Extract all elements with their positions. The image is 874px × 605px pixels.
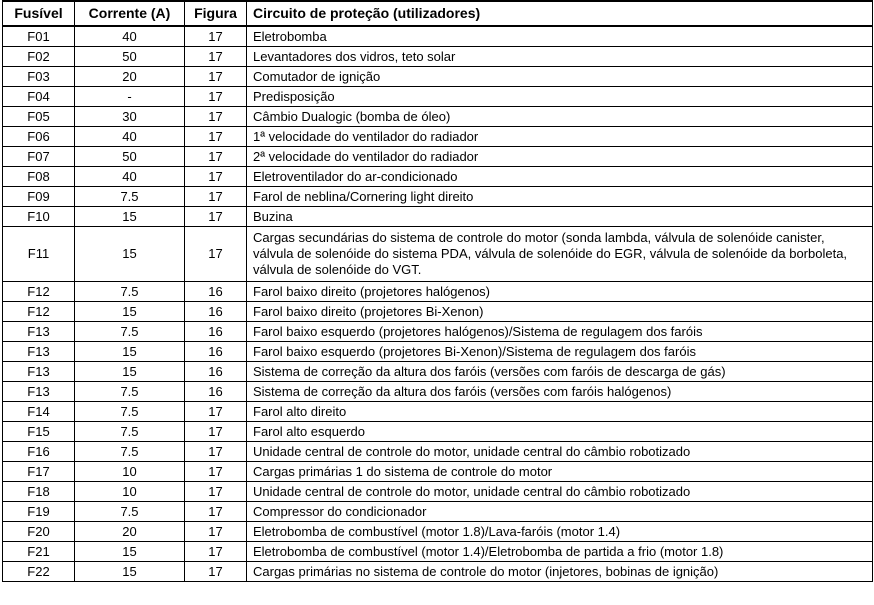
table-row [3, 502, 873, 522]
cell-corrente: 7.5 [75, 322, 185, 342]
cell-circuito: Predisposição [247, 87, 873, 107]
cell-figura: 17 [185, 482, 247, 502]
cell-fusivel: F13 [3, 322, 75, 342]
table-row [3, 482, 873, 502]
cell-fusivel: F20 [3, 522, 75, 542]
cell-figura: 17 [185, 522, 247, 542]
cell-figura: 17 [185, 47, 247, 67]
cell-figura: 17 [185, 147, 247, 167]
cell-fusivel: F03 [3, 67, 75, 87]
table-row [3, 67, 873, 87]
table-row [3, 127, 873, 147]
column-header-corrente: Corrente (A) [75, 1, 185, 26]
cell-figura: 17 [185, 187, 247, 207]
cell-corrente: 7.5 [75, 422, 185, 442]
cell-figura: 16 [185, 302, 247, 322]
table-row [3, 87, 873, 107]
cell-fusivel: F07 [3, 147, 75, 167]
cell-figura: 17 [185, 207, 247, 227]
cell-corrente: 15 [75, 542, 185, 562]
cell-corrente: 15 [75, 342, 185, 362]
cell-circuito: Cargas primárias 1 do sistema de controle do motor [247, 462, 873, 482]
cell-fusivel: F21 [3, 542, 75, 562]
fuse-table [2, 0, 873, 582]
table-row [3, 282, 873, 302]
cell-circuito: Farol baixo esquerdo (projetores halógenos)/Sistema de regulagem dos faróis [247, 322, 873, 342]
cell-corrente: 7.5 [75, 187, 185, 207]
cell-corrente: 40 [75, 167, 185, 187]
table-row [3, 147, 873, 167]
cell-circuito: Eletrobomba de combustível (motor 1.8)/Lava-faróis (motor 1.4) [247, 522, 873, 542]
cell-figura: 16 [185, 322, 247, 342]
cell-corrente: 15 [75, 362, 185, 382]
cell-circuito: Unidade central de controle do motor, unidade central do câmbio robotizado [247, 442, 873, 462]
cell-circuito: Farol alto direito [247, 402, 873, 422]
cell-circuito: Farol baixo direito (projetores Bi-Xenon) [247, 302, 873, 322]
cell-fusivel: F15 [3, 422, 75, 442]
cell-fusivel: F09 [3, 187, 75, 207]
cell-corrente: 15 [75, 562, 185, 582]
cell-figura: 17 [185, 542, 247, 562]
cell-fusivel: F14 [3, 402, 75, 422]
cell-corrente: 10 [75, 482, 185, 502]
cell-fusivel: F12 [3, 282, 75, 302]
cell-figura: 17 [185, 26, 247, 47]
cell-circuito: 2ª velocidade do ventilador do radiador [247, 147, 873, 167]
cell-figura: 17 [185, 562, 247, 582]
cell-fusivel: F10 [3, 207, 75, 227]
cell-figura: 17 [185, 127, 247, 147]
cell-fusivel: F08 [3, 167, 75, 187]
table-header-row [3, 1, 873, 26]
cell-figura: 16 [185, 382, 247, 402]
table-row [3, 562, 873, 582]
table-row [3, 362, 873, 382]
cell-circuito: Eletroventilador do ar-condicionado [247, 167, 873, 187]
cell-circuito: Eletrobomba de combustível (motor 1.4)/Eletrobomba de partida a frio (motor 1.8) [247, 542, 873, 562]
table-row [3, 26, 873, 47]
cell-circuito: Comutador de ignição [247, 67, 873, 87]
cell-circuito: Farol baixo esquerdo (projetores Bi-Xenon)/Sistema de regulagem dos faróis [247, 342, 873, 362]
cell-corrente: 20 [75, 522, 185, 542]
table-row [3, 422, 873, 442]
cell-fusivel: F16 [3, 442, 75, 462]
cell-fusivel: F17 [3, 462, 75, 482]
cell-figura: 17 [185, 402, 247, 422]
table-header [3, 1, 873, 26]
table-row [3, 522, 873, 542]
table-row [3, 342, 873, 362]
table-row [3, 402, 873, 422]
column-header-circuito: Circuito de proteção (utilizadores) [247, 1, 873, 26]
cell-figura: 17 [185, 107, 247, 127]
table-row [3, 207, 873, 227]
cell-circuito: Farol de neblina/Cornering light direito [247, 187, 873, 207]
cell-corrente: 30 [75, 107, 185, 127]
column-header-figura: Figura [185, 1, 247, 26]
table-body [3, 26, 873, 582]
cell-circuito: Sistema de correção da altura dos faróis (versões com faróis de descarga de gás) [247, 362, 873, 382]
cell-corrente: 20 [75, 67, 185, 87]
table-row [3, 302, 873, 322]
table-row [3, 167, 873, 187]
cell-fusivel: F13 [3, 382, 75, 402]
cell-corrente: 50 [75, 147, 185, 167]
cell-corrente: 7.5 [75, 502, 185, 522]
cell-fusivel: F11 [3, 227, 75, 282]
cell-circuito: Sistema de correção da altura dos faróis (versões com faróis halógenos) [247, 382, 873, 402]
cell-corrente: 15 [75, 302, 185, 322]
cell-figura: 16 [185, 362, 247, 382]
cell-fusivel: F18 [3, 482, 75, 502]
cell-circuito: Farol baixo direito (projetores halógenos) [247, 282, 873, 302]
cell-fusivel: F13 [3, 342, 75, 362]
cell-corrente: 50 [75, 47, 185, 67]
cell-fusivel: F12 [3, 302, 75, 322]
cell-corrente: 7.5 [75, 382, 185, 402]
cell-corrente: - [75, 87, 185, 107]
cell-circuito: Câmbio Dualogic (bomba de óleo) [247, 107, 873, 127]
cell-corrente: 40 [75, 127, 185, 147]
cell-circuito: Farol alto esquerdo [247, 422, 873, 442]
cell-fusivel: F01 [3, 26, 75, 47]
cell-fusivel: F05 [3, 107, 75, 127]
cell-corrente: 7.5 [75, 282, 185, 302]
cell-circuito: Cargas secundárias do sistema de controle do motor (sonda lambda, válvula de solenóide canister, válvula de solenóide do sistema PDA, válvula de solenóide do EGR, válvula de solenóide da borboleta, válvula de solenóide do VGT. [247, 227, 873, 282]
column-header-fusivel: Fusível [3, 1, 75, 26]
table-row [3, 382, 873, 402]
cell-figura: 16 [185, 282, 247, 302]
cell-circuito: Eletrobomba [247, 26, 873, 47]
table-row [3, 47, 873, 67]
cell-figura: 17 [185, 227, 247, 282]
cell-fusivel: F22 [3, 562, 75, 582]
table-row [3, 442, 873, 462]
table-row [3, 462, 873, 482]
cell-circuito: Levantadores dos vidros, teto solar [247, 47, 873, 67]
table-row [3, 107, 873, 127]
cell-figura: 17 [185, 167, 247, 187]
table-row [3, 542, 873, 562]
cell-circuito: Unidade central de controle do motor, unidade central do câmbio robotizado [247, 482, 873, 502]
cell-fusivel: F19 [3, 502, 75, 522]
table-row [3, 187, 873, 207]
cell-figura: 17 [185, 422, 247, 442]
cell-figura: 17 [185, 462, 247, 482]
cell-corrente: 10 [75, 462, 185, 482]
cell-circuito: Cargas primárias no sistema de controle do motor (injetores, bobinas de ignição) [247, 562, 873, 582]
cell-fusivel: F13 [3, 362, 75, 382]
cell-corrente: 15 [75, 227, 185, 282]
cell-figura: 16 [185, 342, 247, 362]
cell-figura: 17 [185, 67, 247, 87]
cell-fusivel: F04 [3, 87, 75, 107]
cell-corrente: 7.5 [75, 442, 185, 462]
cell-fusivel: F02 [3, 47, 75, 67]
cell-circuito: Compressor do condicionador [247, 502, 873, 522]
cell-figura: 17 [185, 87, 247, 107]
cell-figura: 17 [185, 442, 247, 462]
table-row [3, 227, 873, 282]
cell-figura: 17 [185, 502, 247, 522]
cell-corrente: 40 [75, 26, 185, 47]
cell-corrente: 15 [75, 207, 185, 227]
table-row [3, 322, 873, 342]
cell-fusivel: F06 [3, 127, 75, 147]
cell-circuito: Buzina [247, 207, 873, 227]
cell-circuito: 1ª velocidade do ventilador do radiador [247, 127, 873, 147]
cell-corrente: 7.5 [75, 402, 185, 422]
